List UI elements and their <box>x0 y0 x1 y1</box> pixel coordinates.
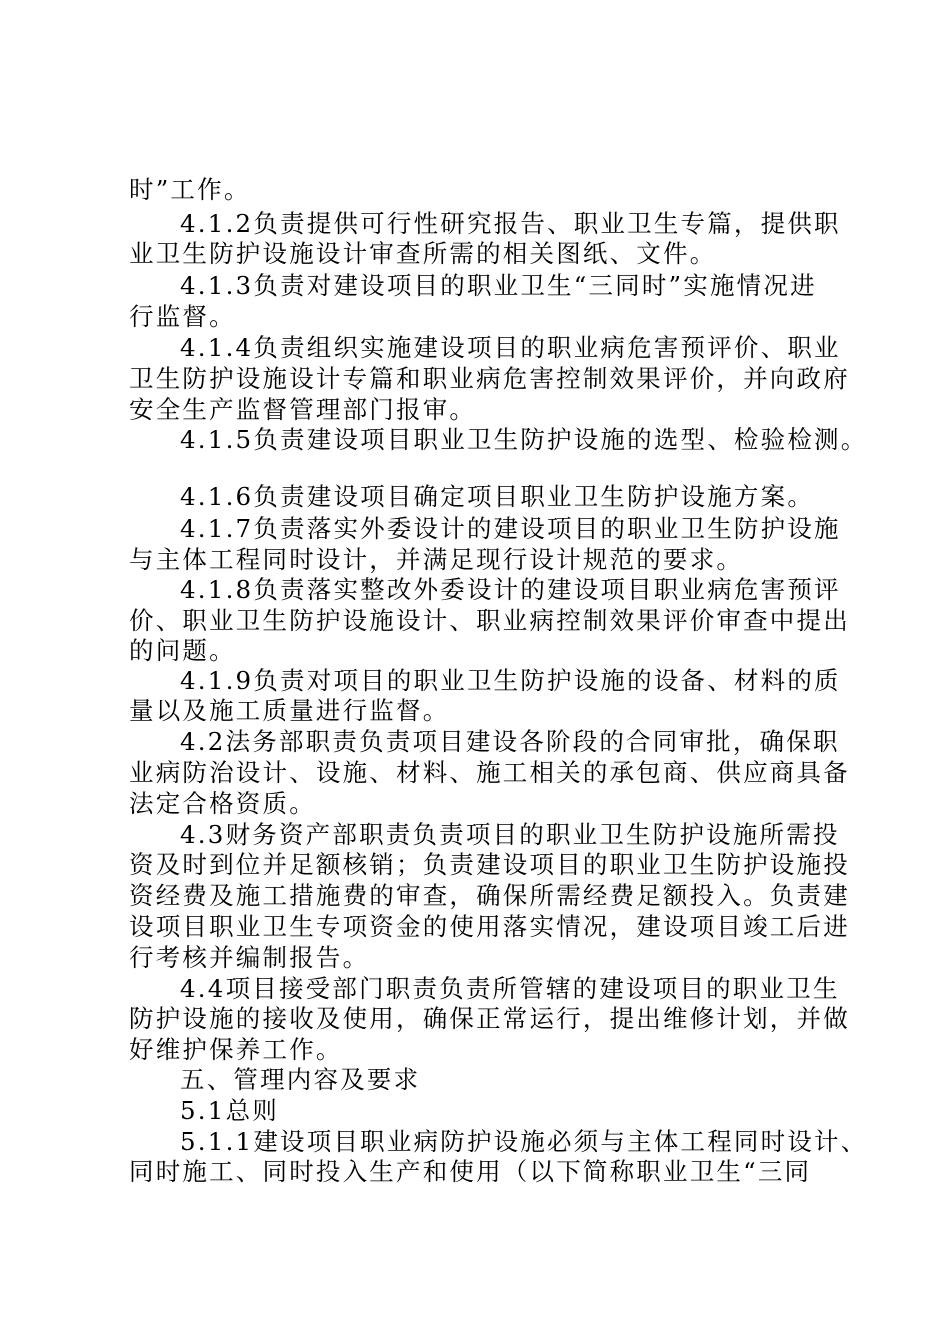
paragraph-line: 防护设施的接收及使用，确保正常运行，提出维修计划，并做 <box>129 1004 850 1033</box>
paragraph-line: 资及时到位并足额核销；负责建设项目的职业卫生防护设施投 <box>129 850 850 879</box>
section-heading: 五、管理内容及要求 <box>180 1065 421 1094</box>
paragraph-line: 设项目职业卫生专项资金的使用落实情况，建设项目竣工后进 <box>129 912 850 941</box>
paragraph-line: 行考核并编制报告。 <box>129 943 370 972</box>
paragraph-line: 时”工作。 <box>129 175 251 204</box>
paragraph-line: 卫生防护设施设计专篇和职业病危害控制效果评价，并向政府 <box>129 364 850 393</box>
paragraph-line: 资经费及施工措施费的审查，确保所需经费足额投入。负责建 <box>129 881 850 910</box>
paragraph-line: 4.1.7负责落实外委设计的建设项目的职业卫生防护设施 <box>180 514 841 543</box>
paragraph-line: 业病防治设计、设施、材料、施工相关的承包商、供应商具备 <box>129 758 850 787</box>
paragraph-line: 量以及施工质量进行监督。 <box>129 696 450 725</box>
paragraph-line: 5.1.1建设项目职业病防护设施必须与主体工程同时设计、 <box>180 1127 868 1156</box>
paragraph-line: 4.1.4负责组织实施建设项目的职业病危害预评价、职业 <box>180 333 841 362</box>
paragraph-line: 4.1.9负责对项目的职业卫生防护设施的设备、材料的质 <box>180 666 841 695</box>
paragraph-line: 的问题。 <box>129 636 236 665</box>
paragraph-line: 行监督。 <box>129 302 236 331</box>
paragraph-line: 同时施工、同时投入生产和使用（以下简称职业卫生“三同 <box>129 1157 812 1186</box>
paragraph-line: 4.4项目接受部门职责负责所管辖的建设项目的职业卫生 <box>180 974 840 1003</box>
paragraph-line: 4.1.6负责建设项目确定项目职业卫生防护设施方案。 <box>180 482 815 511</box>
subsection-heading: 5.1总则 <box>180 1096 279 1125</box>
paragraph-line: 价、职业卫生防护设施设计、职业病控制效果评价审查中提出 <box>129 606 850 635</box>
paragraph-line: 好维护保养工作。 <box>129 1035 343 1064</box>
paragraph-line: 4.1.2负责提供可行性研究报告、职业卫生专篇，提供职 <box>180 209 841 238</box>
paragraph-line: 业卫生防护设施设计审查所需的相关图纸、文件。 <box>129 239 717 268</box>
paragraph-line: 4.3财务资产部职责负责项目的职业卫生防护设施所需投 <box>180 820 840 849</box>
paragraph-line: 与主体工程同时设计，并满足现行设计规范的要求。 <box>129 545 744 574</box>
paragraph-line: 4.1.8负责落实整改外委设计的建设项目职业病危害预评 <box>180 575 841 604</box>
paragraph-line: 4.1.5负责建设项目职业卫生防护设施的选型、检验检测。 <box>180 425 868 454</box>
paragraph-line: 4.1.3负责对建设项目的职业卫生“三同时”实施情况进 <box>180 271 817 300</box>
paragraph-line: 安全生产监督管理部门报审。 <box>129 395 477 424</box>
paragraph-line: 4.2法务部职责负责项目建设各阶段的合同审批，确保职 <box>180 727 840 756</box>
paragraph-line: 法定合格资质。 <box>129 789 316 818</box>
